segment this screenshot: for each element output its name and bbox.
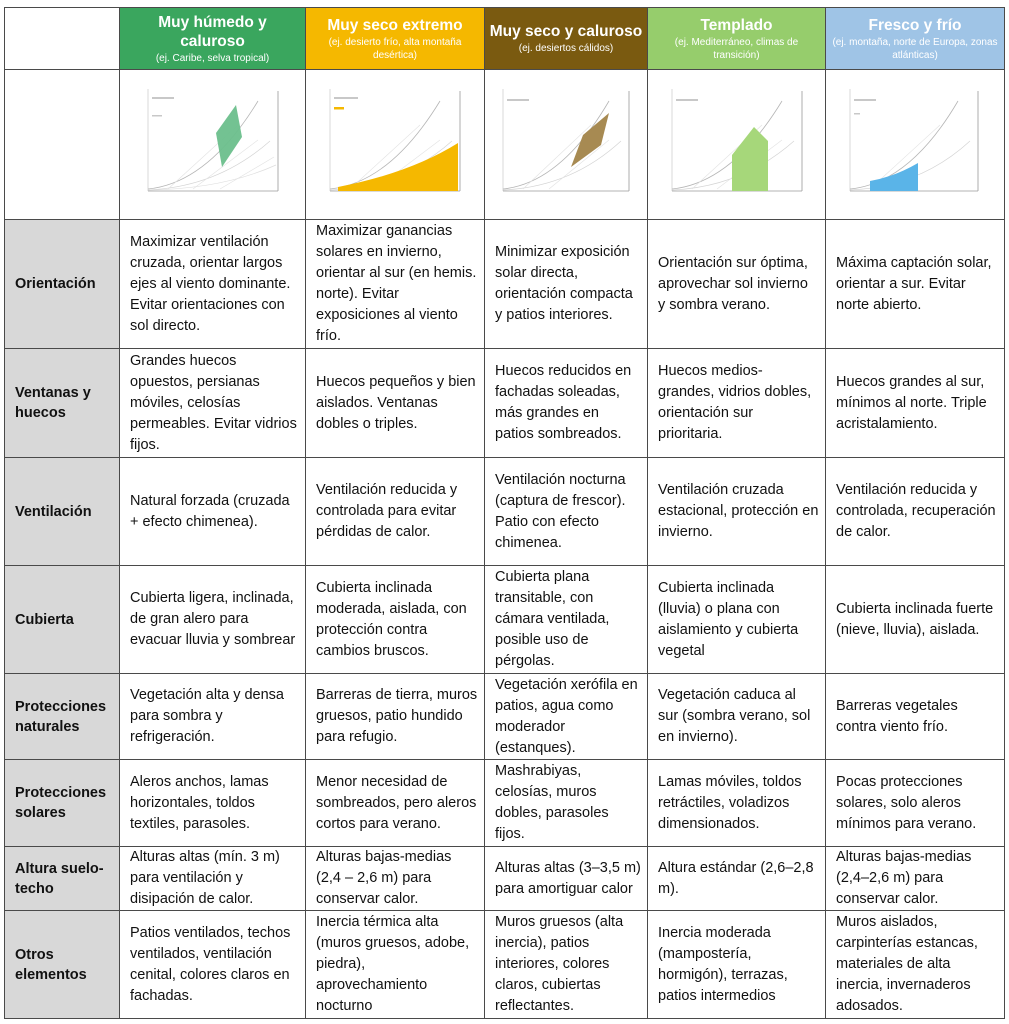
psychrometric-chart-cell xyxy=(120,70,306,220)
psychrometric-chart-cell xyxy=(648,70,826,220)
strategy-cell: Patios ventilados, techos ventilados, ventilación cenital, colores claros en fachadas. xyxy=(120,911,306,1019)
strategy-cell: Ventilación reducida y controlada para evitar pérdidas de calor. xyxy=(306,458,485,566)
table-row xyxy=(4,847,1005,911)
climate-header-muy-seco-extremo xyxy=(306,7,485,70)
strategy-cell: Minimizar exposición solar directa, orientación compacta y patios interiores. xyxy=(485,220,648,349)
psychrometric-chart xyxy=(320,85,470,205)
table-row xyxy=(4,566,1005,674)
strategy-cell: Inercia térmica alta (muros gruesos, adobe, piedra), aprovechamiento nocturno xyxy=(306,911,485,1019)
row-label: Orientación xyxy=(4,220,120,349)
strategy-cell: Máxima captación solar, orientar a sur. Evitar norte abierto. xyxy=(826,220,1005,349)
psychrometric-chart xyxy=(662,85,812,205)
table-row xyxy=(4,760,1005,847)
chart-row xyxy=(4,70,1005,220)
strategy-cell: Lamas móviles, toldos retráctiles, voladizos dimensionados. xyxy=(648,760,826,847)
strategy-cell: Inercia moderada (mampostería, hormigón), terrazas, patios intermedios xyxy=(648,911,826,1019)
climate-subtitle: (ej. Caribe, selva tropical) xyxy=(155,52,270,64)
strategy-cell: Cubierta inclinada fuerte (nieve, lluvia), aislada. xyxy=(826,566,1005,674)
strategy-cell: Alturas altas (mín. 3 m) para ventilación y disipación de calor. xyxy=(120,847,306,911)
table-row xyxy=(4,911,1005,1019)
psychrometric-chart-cell xyxy=(306,70,485,220)
strategy-cell: Vegetación xerófila en patios, agua como moderador (estanques). xyxy=(485,674,648,760)
strategy-cell: Huecos grandes al sur, mínimos al norte. Triple acristalamiento. xyxy=(826,349,1005,458)
table-row xyxy=(4,220,1005,349)
row-label: Altura suelo-techo xyxy=(4,847,120,911)
row-label: Protecciones naturales xyxy=(4,674,120,760)
psychrometric-chart-cell xyxy=(826,70,1005,220)
table-row xyxy=(4,458,1005,566)
strategy-cell: Maximizar ventilación cruzada, orientar largos ejes al viento dominante. Evitar orientaciones con sol directo. xyxy=(120,220,306,349)
header-row xyxy=(4,7,1005,70)
climate-subtitle: (ej. montaña, norte de Europa, zonas atlánticas) xyxy=(832,36,998,61)
chart-row-label xyxy=(4,70,120,220)
climate-header-muy-seco-caluroso xyxy=(485,7,648,70)
row-label: Cubierta xyxy=(4,566,120,674)
climate-title: Fresco y frío xyxy=(868,16,962,34)
psychrometric-chart xyxy=(491,85,641,205)
strategy-cell: Huecos pequeños y bien aislados. Ventanas dobles o triples. xyxy=(306,349,485,458)
climate-title: Templado xyxy=(700,16,773,34)
strategy-cell: Maximizar ganancias solares en invierno, orientar al sur (en hemis. norte). Evitar exposiciones al viento frío. xyxy=(306,220,485,349)
strategy-cell: Mashrabiyas, celosías, muros dobles, parasoles fijos. xyxy=(485,760,648,847)
strategy-cell: Menor necesidad de sombreados, pero aleros cortos para verano. xyxy=(306,760,485,847)
strategy-cell: Muros gruesos (alta inercia), patios interiores, colores claros, cubiertas reflectantes. xyxy=(485,911,648,1019)
row-label: Otros elementos xyxy=(4,911,120,1019)
row-label: Ventilación xyxy=(4,458,120,566)
strategy-cell: Alturas altas (3–3,5 m) para amortiguar calor xyxy=(485,847,648,911)
climate-subtitle: (ej. desierto frío, alta montaña desértica) xyxy=(328,36,462,61)
comfort-zone-shape xyxy=(216,105,242,167)
strategy-cell: Cubierta ligera, inclinada, de gran alero para evacuar lluvia y sombrear xyxy=(120,566,306,674)
climate-header-fresco-frio xyxy=(826,7,1005,70)
strategy-cell: Altura estándar (2,6–2,8 m). xyxy=(648,847,826,911)
row-label: Protecciones solares xyxy=(4,760,120,847)
strategy-cell: Huecos medios-grandes, vidrios dobles, orientación sur prioritaria. xyxy=(648,349,826,458)
strategy-cell: Huecos reducidos en fachadas soleadas, más grandes en patios sombreados. xyxy=(485,349,648,458)
table-row xyxy=(4,674,1005,760)
climate-header-templado xyxy=(648,7,826,70)
strategy-cell: Alturas bajas-medias (2,4 – 2,6 m) para conservar calor. xyxy=(306,847,485,911)
climate-subtitle: (ej. desiertos cálidos) xyxy=(518,43,614,54)
strategy-cell: Aleros anchos, lamas horizontales, toldos textiles, parasoles. xyxy=(120,760,306,847)
strategy-cell: Pocas protecciones solares, solo aleros mínimos para verano. xyxy=(826,760,1005,847)
psychrometric-chart-cell xyxy=(485,70,648,220)
climate-header-muy-humedo xyxy=(120,7,306,70)
strategy-cell: Cubierta inclinada moderada, aislada, con protección contra cambios bruscos. xyxy=(306,566,485,674)
strategy-cell: Barreras de tierra, muros gruesos, patio hundido para refugio. xyxy=(306,674,485,760)
strategy-cell: Ventilación reducida y controlada, recuperación de calor. xyxy=(826,458,1005,566)
psychrometric-chart xyxy=(840,85,990,205)
strategy-cell: Cubierta plana transitable, con cámara ventilada, posible uso de pérgolas. xyxy=(485,566,648,674)
strategy-cell: Vegetación caduca al sur (sombra verano, sol en invierno). xyxy=(648,674,826,760)
strategy-cell: Muros aislados, carpinterías estancas, materiales de alta inercia, invernaderos adosados. xyxy=(826,911,1005,1019)
climate-strategies-table xyxy=(4,7,1005,1019)
comfort-zone-shape xyxy=(732,127,768,191)
strategy-cell: Orientación sur óptima, aprovechar sol invierno y sombra verano. xyxy=(648,220,826,349)
strategy-cell: Cubierta inclinada (lluvia) o plana con aislamiento y cubierta vegetal xyxy=(648,566,826,674)
strategy-cell: Natural forzada (cruzada + efecto chimenea). xyxy=(120,458,306,566)
climate-title: Muy húmedo y caluroso xyxy=(158,13,267,50)
climate-title: Muy seco y caluroso xyxy=(489,23,643,40)
strategy-cell: Grandes huecos opuestos, persianas móviles, celosías permeables. Evitar vidrios fijos. xyxy=(120,349,306,458)
comfort-zone-shape xyxy=(571,113,609,167)
strategy-cell: Vegetación alta y densa para sombra y refrigeración. xyxy=(120,674,306,760)
corner-cell xyxy=(4,7,120,70)
climate-subtitle: (ej. Mediterráneo, climas de transición) xyxy=(674,36,799,61)
psychrometric-chart xyxy=(138,85,288,205)
strategy-cell: Barreras vegetales contra viento frío. xyxy=(826,674,1005,760)
comfort-zone-shape xyxy=(338,143,458,191)
strategy-cell: Alturas bajas-medias (2,4–2,6 m) para conservar calor. xyxy=(826,847,1005,911)
strategy-cell: Ventilación cruzada estacional, protección en invierno. xyxy=(648,458,826,566)
climate-title: Muy seco extremo xyxy=(327,16,463,34)
row-label: Ventanas y huecos xyxy=(4,349,120,458)
table-row xyxy=(4,349,1005,458)
strategy-cell: Ventilación nocturna (captura de frescor). Patio con efecto chimenea. xyxy=(485,458,648,566)
